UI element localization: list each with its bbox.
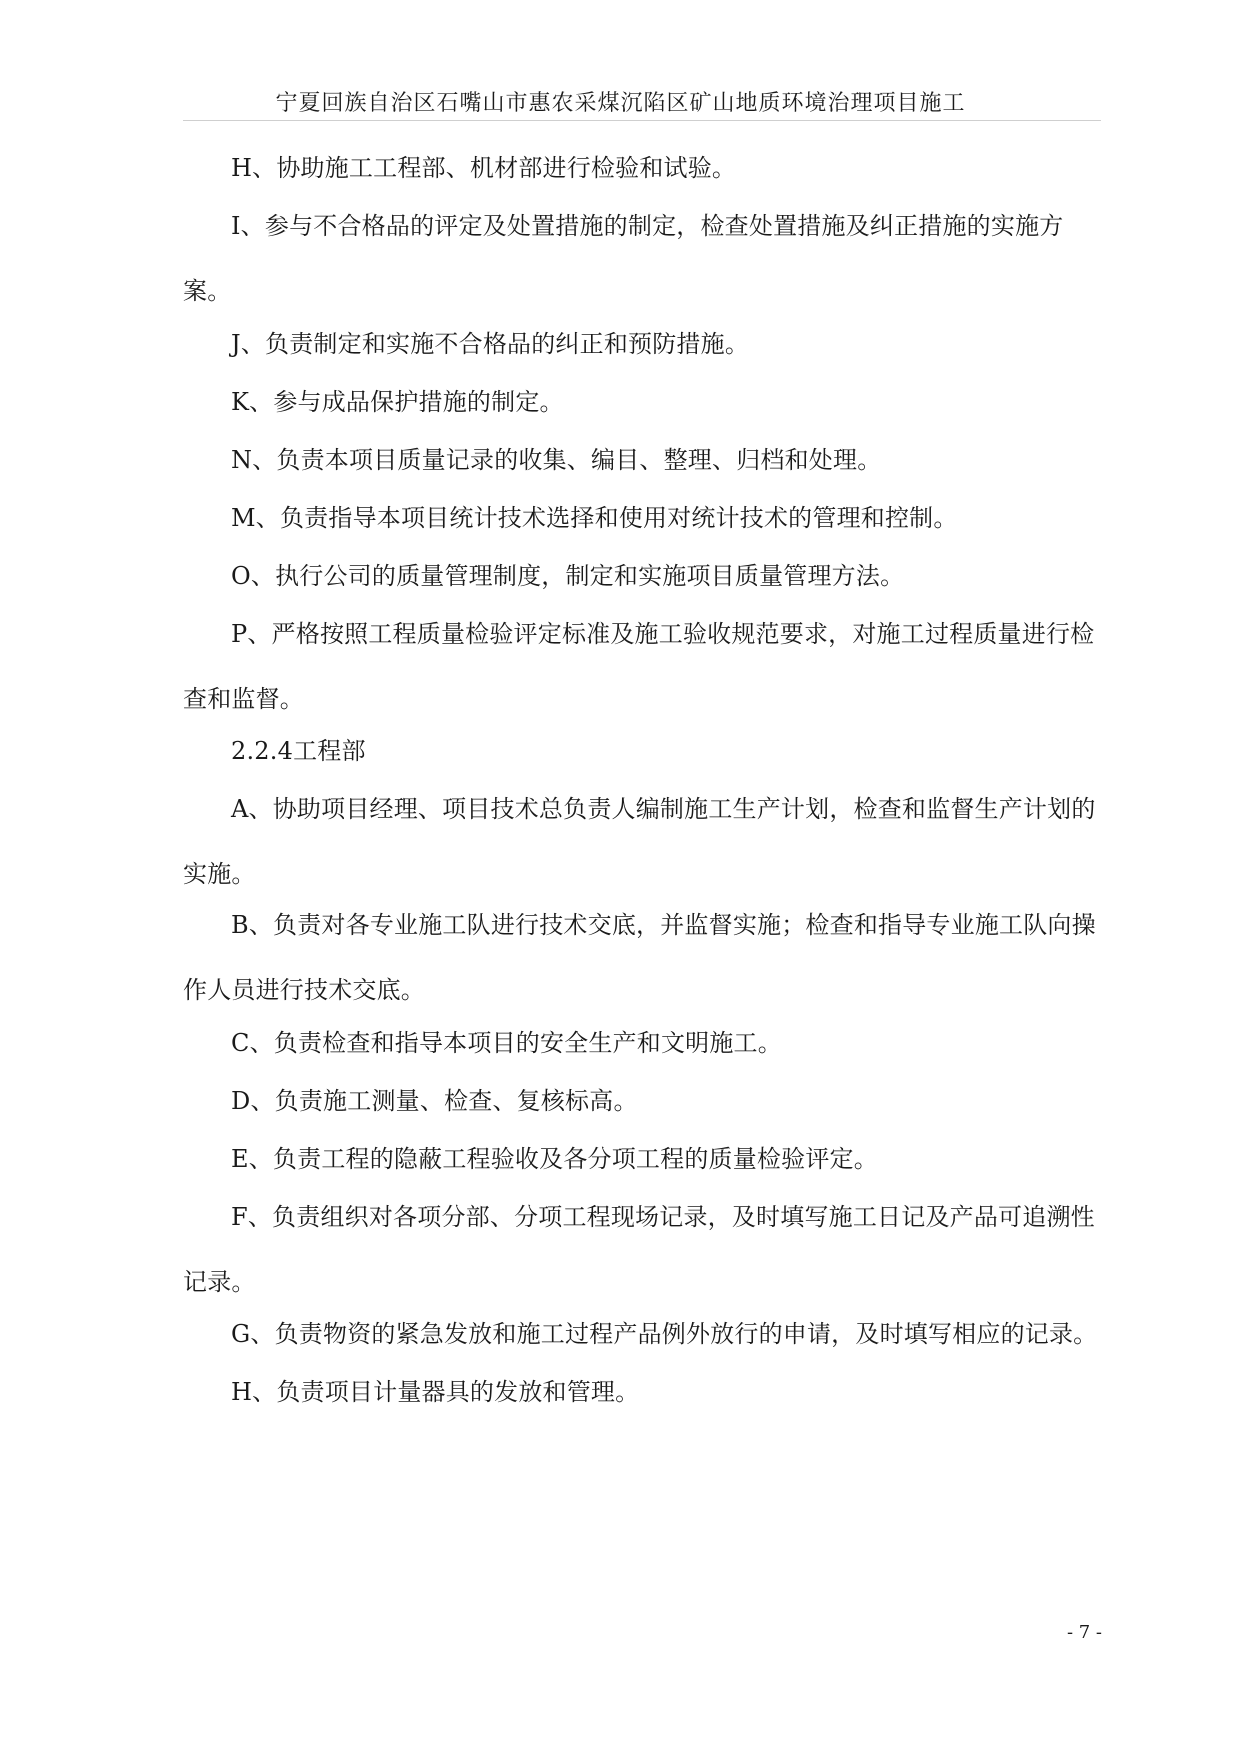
paragraph-i-nonconforming: I、参与不合格品的评定及处置措施的制定，检查处置措施及纠正措施的实施方案。 xyxy=(183,212,1064,305)
paragraph-h-inspection: H、协助施工工程部、机材部进行检验和试验。 xyxy=(231,154,737,182)
paragraph-c-safety: C、负责检查和指导本项目的安全生产和文明施工。 xyxy=(231,1029,782,1057)
paragraph-g-emergency-release: G、负责物资的紧急发放和施工过程产品例外放行的申请，及时填写相应的记录。 xyxy=(231,1320,1098,1348)
page-header-title: 宁夏回族自治区石嘴山市惠农采煤沉陷区矿山地质环境治理项目施工 xyxy=(275,91,966,116)
paragraph-o-quality-system: O、执行公司的质量管理制度，制定和实施项目质量管理方法。 xyxy=(231,562,905,590)
paragraph-e-acceptance: E、负责工程的隐蔽工程验收及各分项工程的质量检验评定。 xyxy=(231,1145,878,1173)
paragraph-n-records: N、负责本项目质量记录的收集、编目、整理、归档和处理。 xyxy=(231,446,882,474)
paragraph-h-measuring-instruments: H、负责项目计量器具的发放和管理。 xyxy=(231,1378,640,1406)
paragraph-j-corrective: J、负责制定和实施不合格品的纠正和预防措施。 xyxy=(231,330,750,358)
paragraph-p-inspection-standards: P、严格按照工程质量检验评定标准及施工验收规范要求，对施工过程质量进行检查和监督。 xyxy=(183,620,1095,713)
paragraph-b-technical-briefing: B、负责对各专业施工队进行技术交底，并监督实施；检查和指导专业施工队向操作人员进行技术交底。 xyxy=(183,911,1096,1004)
header-divider xyxy=(183,120,1101,121)
paragraph-d-survey: D、负责施工测量、检查、复核标高。 xyxy=(231,1087,638,1115)
paragraph-m-statistics: M、负责指导本项目统计技术选择和使用对统计技术的管理和控制。 xyxy=(231,504,958,532)
paragraph-a-production-plan: A、协助项目经理、项目技术总负责人编制施工生产计划，检查和监督生产计划的实施。 xyxy=(183,795,1096,888)
paragraph-k-protection: K、参与成品保护措施的制定。 xyxy=(231,388,564,416)
paragraph-f-site-records: F、负责组织对各项分部、分项工程现场记录，及时填写施工日记及产品可追溯性记录。 xyxy=(183,1203,1095,1296)
section-heading-2-2-4: 2.2.4工程部 xyxy=(231,737,366,765)
page-number: - 7 - xyxy=(1066,1622,1102,1643)
